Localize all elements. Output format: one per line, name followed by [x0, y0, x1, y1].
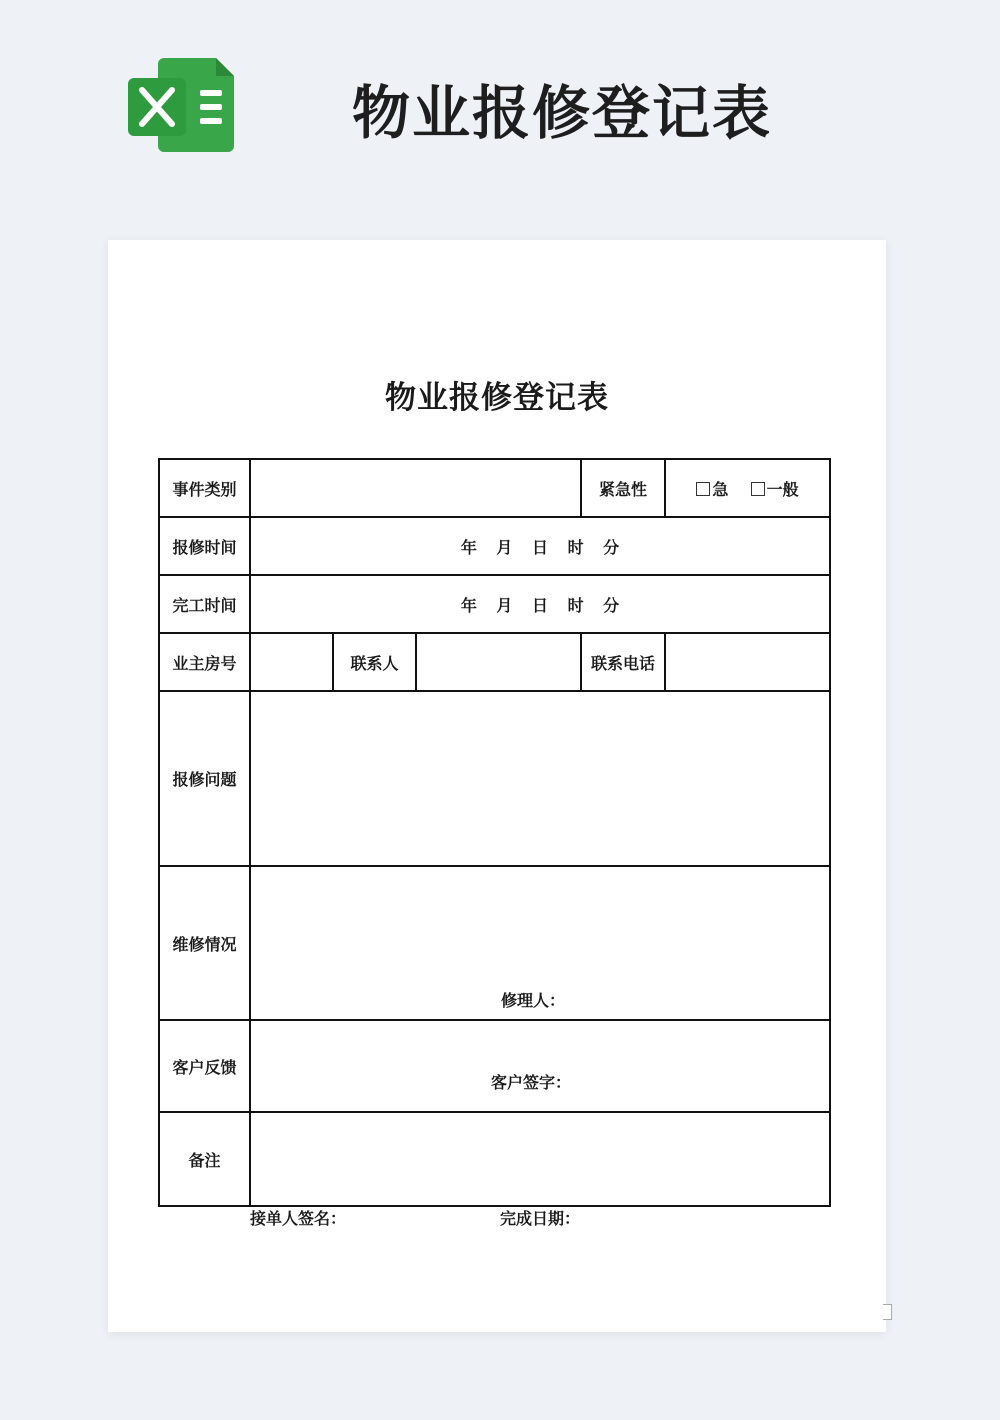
excel-icon — [128, 56, 236, 154]
event-type-field[interactable] — [250, 459, 581, 517]
repair-field[interactable] — [250, 866, 830, 1020]
table-row — [159, 517, 830, 575]
table-row — [159, 691, 830, 866]
owner-room-label: 业主房号 — [159, 633, 250, 691]
receiver-sign-label: 接单人签名： — [250, 1209, 347, 1228]
contact-label: 联系人 — [333, 633, 416, 691]
table-row — [159, 633, 830, 691]
table-row — [159, 1020, 830, 1112]
finish-time-label: 完工时间 — [159, 575, 250, 633]
issue-label: 报修问题 — [159, 691, 250, 866]
remarks-field[interactable] — [250, 1112, 830, 1206]
document-title: 物业报修登记表 — [385, 380, 609, 416]
finish-time-field[interactable]: 年 月 日 时 分 — [250, 575, 830, 633]
remarks-label: 备注 — [159, 1112, 250, 1206]
feedback-field[interactable] — [250, 1020, 830, 1112]
urgent-checkbox[interactable] — [696, 482, 710, 496]
table-row — [159, 459, 830, 517]
contact-phone-field[interactable] — [665, 633, 830, 691]
repairer-sign-label: 修理人： — [501, 991, 566, 1010]
document-page — [108, 240, 886, 1332]
page-fold-mark — [883, 1304, 892, 1320]
normal-option-label: 一般 — [766, 479, 799, 499]
urgency-options — [665, 459, 830, 517]
complete-date-label: 完成日期： — [500, 1209, 581, 1228]
issue-field[interactable] — [250, 691, 830, 866]
owner-room-field[interactable] — [250, 633, 333, 691]
table-row — [159, 1112, 830, 1206]
repair-label: 维修情况 — [159, 866, 250, 1020]
contact-field[interactable] — [416, 633, 581, 691]
table-row — [159, 575, 830, 633]
report-time-label: 报修时间 — [159, 517, 250, 575]
table-row — [159, 866, 830, 1020]
customer-sign-label: 客户签字： — [491, 1073, 572, 1092]
normal-checkbox[interactable] — [751, 482, 765, 496]
repair-form-table — [158, 458, 831, 1207]
event-type-label: 事件类别 — [159, 459, 250, 517]
urgency-label: 紧急性 — [581, 459, 665, 517]
feedback-label: 客户反馈 — [159, 1020, 250, 1112]
urgent-option-label: 急 — [712, 479, 729, 499]
page-title: 物业报修登记表 — [352, 79, 773, 147]
report-time-field[interactable]: 年 月 日 时 分 — [250, 517, 830, 575]
contact-phone-label: 联系电话 — [581, 633, 665, 691]
